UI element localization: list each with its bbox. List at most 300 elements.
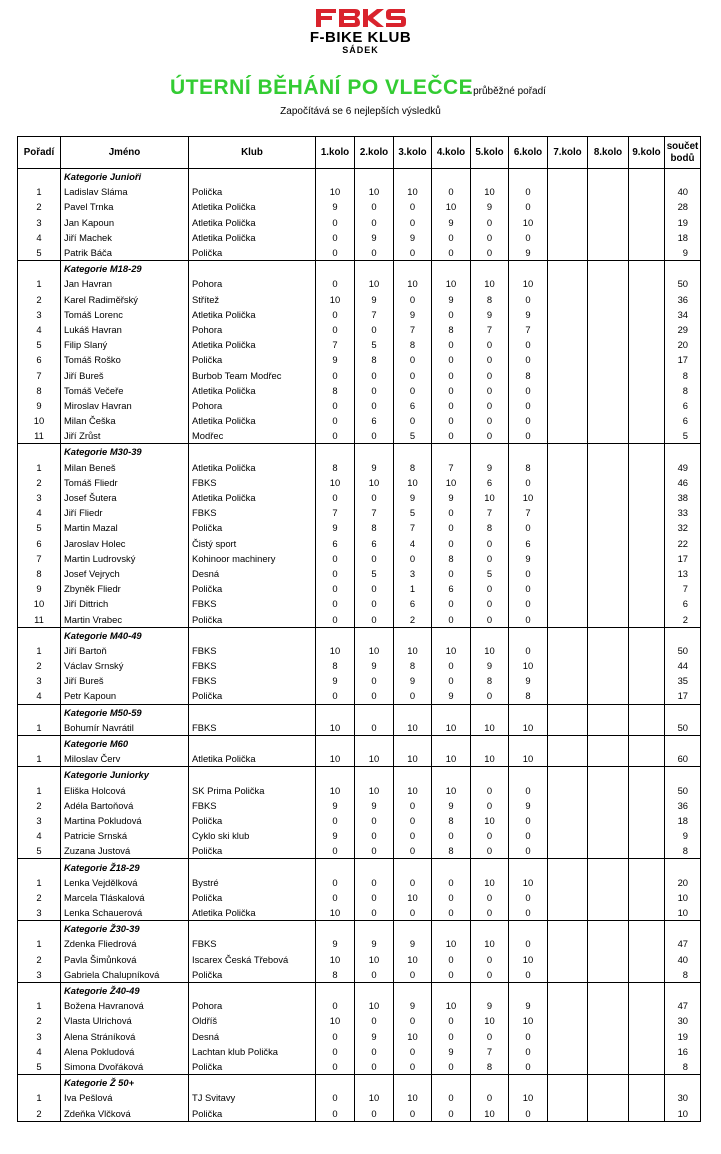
cell-kolo-5: 9 xyxy=(471,460,509,475)
cell-name: Karel Radiměřský xyxy=(61,292,189,307)
cell-total: 50 xyxy=(665,720,701,736)
category-cell xyxy=(588,921,629,937)
category-cell xyxy=(471,767,509,783)
table-row xyxy=(18,611,701,627)
cell-kolo-7 xyxy=(548,751,588,767)
cell-kolo-8 xyxy=(588,596,629,611)
cell-kolo-3: 0 xyxy=(394,1105,432,1121)
cell-kolo-7 xyxy=(548,1044,588,1059)
cell-kolo-3: 0 xyxy=(394,843,432,859)
cell-kolo-1: 7 xyxy=(316,337,355,352)
cell-rank: 4 xyxy=(18,505,61,520)
cell-kolo-7 xyxy=(548,383,588,398)
cell-kolo-9 xyxy=(629,751,665,767)
table-row xyxy=(18,184,701,199)
cell-rank: 2 xyxy=(18,475,61,490)
cell-kolo-1: 0 xyxy=(316,813,355,828)
cell-club: Oldříš xyxy=(189,1013,316,1028)
cell-kolo-2: 6 xyxy=(355,536,394,551)
cell-kolo-5: 10 xyxy=(471,875,509,890)
cell-rank: 2 xyxy=(18,1013,61,1028)
cell-kolo-5: 10 xyxy=(471,276,509,291)
category-cell xyxy=(588,444,629,460)
cell-kolo-6: 10 xyxy=(509,952,548,967)
table-row xyxy=(18,428,701,444)
cell-kolo-6: 10 xyxy=(509,490,548,505)
cell-kolo-9 xyxy=(629,230,665,245)
cell-kolo-2: 10 xyxy=(355,952,394,967)
category-cell xyxy=(355,982,394,998)
fbks-logo-mark xyxy=(315,8,407,28)
category-cell xyxy=(316,261,355,277)
cell-kolo-2: 0 xyxy=(355,398,394,413)
cell-kolo-1: 0 xyxy=(316,998,355,1013)
category-cell xyxy=(432,859,471,875)
cell-kolo-9 xyxy=(629,798,665,813)
cell-kolo-7 xyxy=(548,199,588,214)
cell-kolo-8 xyxy=(588,337,629,352)
cell-kolo-4: 0 xyxy=(432,413,471,428)
cell-kolo-5: 9 xyxy=(471,998,509,1013)
cell-kolo-9 xyxy=(629,460,665,475)
cell-kolo-2: 0 xyxy=(355,428,394,444)
cell-club: FBKS xyxy=(189,720,316,736)
table-row xyxy=(18,215,701,230)
category-cell xyxy=(548,735,588,751)
cell-kolo-1: 9 xyxy=(316,828,355,843)
cell-rank: 2 xyxy=(18,952,61,967)
cell-kolo-4: 0 xyxy=(432,875,471,890)
cell-name: Zdenka Fliedrová xyxy=(61,936,189,951)
table-row xyxy=(18,1044,701,1059)
category-cell xyxy=(18,859,61,875)
cell-kolo-8 xyxy=(588,828,629,843)
category-cell xyxy=(629,982,665,998)
cell-kolo-3: 10 xyxy=(394,751,432,767)
cell-club: FBKS xyxy=(189,596,316,611)
cell-kolo-9 xyxy=(629,551,665,566)
cell-total: 17 xyxy=(665,688,701,704)
category-cell xyxy=(355,1075,394,1091)
category-cell xyxy=(355,444,394,460)
cell-club: Atletika Polička xyxy=(189,490,316,505)
cell-kolo-6: 7 xyxy=(509,505,548,520)
cell-total: 18 xyxy=(665,230,701,245)
cell-kolo-7 xyxy=(548,998,588,1013)
category-cell xyxy=(509,921,548,937)
category-cell xyxy=(548,444,588,460)
cell-kolo-7 xyxy=(548,1090,588,1105)
cell-kolo-7 xyxy=(548,720,588,736)
cell-kolo-8 xyxy=(588,905,629,921)
cell-kolo-6: 0 xyxy=(509,967,548,983)
category-cell xyxy=(189,767,316,783)
category-cell xyxy=(629,169,665,185)
cell-kolo-8 xyxy=(588,367,629,382)
cell-kolo-4: 0 xyxy=(432,245,471,261)
cell-club: Polička xyxy=(189,184,316,199)
cell-kolo-4: 9 xyxy=(432,1044,471,1059)
cell-kolo-7 xyxy=(548,875,588,890)
cell-total: 50 xyxy=(665,276,701,291)
table-row xyxy=(18,292,701,307)
category-row xyxy=(18,859,701,875)
cell-kolo-8 xyxy=(588,643,629,658)
cell-kolo-5: 10 xyxy=(471,751,509,767)
cell-kolo-6: 0 xyxy=(509,581,548,596)
cell-total: 36 xyxy=(665,798,701,813)
cell-rank: 9 xyxy=(18,398,61,413)
cell-club: FBKS xyxy=(189,643,316,658)
cell-total: 2 xyxy=(665,611,701,627)
category-cell xyxy=(394,735,432,751)
cell-name: Božena Havranová xyxy=(61,998,189,1013)
cell-kolo-8 xyxy=(588,505,629,520)
cell-kolo-9 xyxy=(629,352,665,367)
cell-kolo-3: 10 xyxy=(394,475,432,490)
cell-kolo-9 xyxy=(629,952,665,967)
cell-kolo-1: 0 xyxy=(316,596,355,611)
cell-kolo-8 xyxy=(588,566,629,581)
cell-club: Polička xyxy=(189,581,316,596)
cell-name: Martin Ludrovský xyxy=(61,551,189,566)
category-cell xyxy=(509,169,548,185)
cell-kolo-7 xyxy=(548,798,588,813)
table-row xyxy=(18,352,701,367)
cell-kolo-1: 0 xyxy=(316,875,355,890)
category-cell xyxy=(18,1075,61,1091)
cell-name: Tomáš Lorenc xyxy=(61,307,189,322)
cell-name: Jiří Bureš xyxy=(61,673,189,688)
category-cell xyxy=(189,735,316,751)
category-cell xyxy=(316,704,355,720)
cell-kolo-1: 9 xyxy=(316,936,355,951)
cell-kolo-3: 4 xyxy=(394,536,432,551)
cell-kolo-1: 10 xyxy=(316,905,355,921)
cell-kolo-4: 0 xyxy=(432,1059,471,1075)
cell-total: 8 xyxy=(665,967,701,983)
cell-club: FBKS xyxy=(189,798,316,813)
cell-name: Tomáš Roško xyxy=(61,352,189,367)
cell-kolo-8 xyxy=(588,307,629,322)
cell-kolo-6: 0 xyxy=(509,1044,548,1059)
cell-kolo-9 xyxy=(629,292,665,307)
category-cell xyxy=(189,859,316,875)
cell-kolo-4: 0 xyxy=(432,184,471,199)
header-kolo-3: 3.kolo xyxy=(394,137,432,169)
cell-kolo-3: 0 xyxy=(394,383,432,398)
cell-rank: 3 xyxy=(18,905,61,921)
cell-kolo-8 xyxy=(588,658,629,673)
cell-kolo-5: 10 xyxy=(471,936,509,951)
cell-name: Pavla Šimůnková xyxy=(61,952,189,967)
cell-kolo-7 xyxy=(548,292,588,307)
category-cell xyxy=(316,767,355,783)
cell-name: Jiří Fliedr xyxy=(61,505,189,520)
cell-kolo-9 xyxy=(629,398,665,413)
cell-kolo-4: 0 xyxy=(432,536,471,551)
cell-club: Atletika Polička xyxy=(189,460,316,475)
header-kolo-8: 8.kolo xyxy=(588,137,629,169)
table-row xyxy=(18,245,701,261)
cell-kolo-9 xyxy=(629,1105,665,1121)
cell-kolo-2: 0 xyxy=(355,1105,394,1121)
cell-name: Martina Pokludová xyxy=(61,813,189,828)
category-cell xyxy=(471,704,509,720)
cell-rank: 10 xyxy=(18,413,61,428)
cell-kolo-5: 7 xyxy=(471,505,509,520)
category-cell xyxy=(629,704,665,720)
cell-total: 50 xyxy=(665,783,701,798)
cell-kolo-7 xyxy=(548,367,588,382)
cell-kolo-4: 0 xyxy=(432,596,471,611)
cell-total: 50 xyxy=(665,643,701,658)
category-cell xyxy=(394,767,432,783)
cell-total: 7 xyxy=(665,581,701,596)
cell-kolo-9 xyxy=(629,643,665,658)
cell-kolo-3: 6 xyxy=(394,596,432,611)
cell-total: 17 xyxy=(665,352,701,367)
cell-kolo-8 xyxy=(588,276,629,291)
cell-kolo-5: 9 xyxy=(471,199,509,214)
cell-kolo-6: 0 xyxy=(509,230,548,245)
cell-rank: 3 xyxy=(18,215,61,230)
category-name: Kategorie M18-29 xyxy=(61,261,189,277)
cell-kolo-8 xyxy=(588,783,629,798)
table-row xyxy=(18,367,701,382)
category-cell xyxy=(432,982,471,998)
cell-kolo-9 xyxy=(629,875,665,890)
category-cell xyxy=(394,704,432,720)
cell-kolo-4: 0 xyxy=(432,398,471,413)
cell-total: 8 xyxy=(665,843,701,859)
cell-name: Pavel Trnka xyxy=(61,199,189,214)
cell-kolo-4: 0 xyxy=(432,520,471,535)
cell-name: Josef Vejrych xyxy=(61,566,189,581)
category-cell xyxy=(509,1075,548,1091)
table-row xyxy=(18,199,701,214)
cell-kolo-7 xyxy=(548,184,588,199)
cell-kolo-9 xyxy=(629,843,665,859)
category-cell xyxy=(509,261,548,277)
category-cell xyxy=(588,169,629,185)
cell-kolo-3: 0 xyxy=(394,905,432,921)
cell-kolo-7 xyxy=(548,460,588,475)
cell-kolo-2: 10 xyxy=(355,475,394,490)
cell-club: Polička xyxy=(189,813,316,828)
cell-kolo-7 xyxy=(548,307,588,322)
category-row xyxy=(18,982,701,998)
cell-total: 16 xyxy=(665,1044,701,1059)
cell-kolo-3: 10 xyxy=(394,184,432,199)
cell-kolo-5: 0 xyxy=(471,596,509,611)
cell-kolo-1: 9 xyxy=(316,798,355,813)
category-row xyxy=(18,261,701,277)
cell-kolo-9 xyxy=(629,245,665,261)
cell-kolo-1: 0 xyxy=(316,307,355,322)
cell-name: Jiří Bartoň xyxy=(61,643,189,658)
cell-kolo-2: 0 xyxy=(355,551,394,566)
cell-kolo-3: 2 xyxy=(394,611,432,627)
category-cell xyxy=(355,767,394,783)
cell-kolo-3: 8 xyxy=(394,460,432,475)
category-row xyxy=(18,1075,701,1091)
cell-club: Atletika Polička xyxy=(189,383,316,398)
category-cell xyxy=(189,982,316,998)
cell-kolo-3: 10 xyxy=(394,276,432,291)
cell-name: Alena Stráníková xyxy=(61,1029,189,1044)
category-cell xyxy=(471,735,509,751)
cell-kolo-9 xyxy=(629,428,665,444)
cell-kolo-6: 9 xyxy=(509,673,548,688)
cell-name: Jan Kapoun xyxy=(61,215,189,230)
category-cell xyxy=(316,921,355,937)
cell-club: Pohora xyxy=(189,398,316,413)
cell-kolo-4: 10 xyxy=(432,475,471,490)
category-cell xyxy=(471,982,509,998)
cell-kolo-7 xyxy=(548,828,588,843)
cell-kolo-5: 8 xyxy=(471,292,509,307)
cell-name: Patricie Srnská xyxy=(61,828,189,843)
category-cell xyxy=(629,444,665,460)
cell-kolo-4: 0 xyxy=(432,658,471,673)
table-row xyxy=(18,905,701,921)
cell-kolo-9 xyxy=(629,783,665,798)
category-cell xyxy=(189,444,316,460)
category-cell xyxy=(548,169,588,185)
category-cell xyxy=(18,767,61,783)
cell-kolo-5: 0 xyxy=(471,383,509,398)
cell-kolo-4: 9 xyxy=(432,490,471,505)
cell-kolo-1: 8 xyxy=(316,460,355,475)
cell-total: 47 xyxy=(665,936,701,951)
cell-rank: 1 xyxy=(18,875,61,890)
cell-name: Petr Kapoun xyxy=(61,688,189,704)
cell-kolo-6: 10 xyxy=(509,875,548,890)
cell-kolo-9 xyxy=(629,490,665,505)
cell-kolo-8 xyxy=(588,490,629,505)
cell-name: Martin Mazal xyxy=(61,520,189,535)
cell-total: 47 xyxy=(665,998,701,1013)
cell-kolo-2: 9 xyxy=(355,230,394,245)
cell-kolo-8 xyxy=(588,184,629,199)
cell-rank: 2 xyxy=(18,199,61,214)
category-cell xyxy=(665,767,701,783)
cell-kolo-1: 0 xyxy=(316,1029,355,1044)
category-cell xyxy=(432,261,471,277)
category-row xyxy=(18,921,701,937)
cell-kolo-9 xyxy=(629,367,665,382)
cell-kolo-4: 10 xyxy=(432,276,471,291)
cell-kolo-5: 0 xyxy=(471,215,509,230)
cell-rank: 1 xyxy=(18,460,61,475)
cell-kolo-3: 10 xyxy=(394,1090,432,1105)
cell-kolo-4: 0 xyxy=(432,1090,471,1105)
cell-kolo-2: 0 xyxy=(355,322,394,337)
cell-rank: 1 xyxy=(18,936,61,951)
cell-kolo-5: 10 xyxy=(471,184,509,199)
cell-kolo-6: 0 xyxy=(509,643,548,658)
cell-kolo-1: 10 xyxy=(316,1013,355,1028)
cell-rank: 1 xyxy=(18,1090,61,1105)
cell-kolo-1: 0 xyxy=(316,1059,355,1075)
category-cell xyxy=(316,982,355,998)
table-row xyxy=(18,828,701,843)
cell-kolo-5: 8 xyxy=(471,1059,509,1075)
cell-kolo-1: 0 xyxy=(316,322,355,337)
category-cell xyxy=(665,444,701,460)
category-cell xyxy=(316,859,355,875)
cell-kolo-3: 3 xyxy=(394,566,432,581)
cell-name: Miroslav Havran xyxy=(61,398,189,413)
cell-kolo-3: 10 xyxy=(394,783,432,798)
cell-kolo-4: 10 xyxy=(432,199,471,214)
category-cell xyxy=(588,704,629,720)
cell-kolo-1: 0 xyxy=(316,890,355,905)
cell-kolo-3: 8 xyxy=(394,337,432,352)
cell-kolo-5: 0 xyxy=(471,337,509,352)
category-cell xyxy=(588,735,629,751)
table-row xyxy=(18,967,701,983)
cell-name: Josef Šutera xyxy=(61,490,189,505)
cell-rank: 7 xyxy=(18,367,61,382)
cell-rank: 11 xyxy=(18,428,61,444)
cell-club: Polička xyxy=(189,245,316,261)
cell-kolo-8 xyxy=(588,475,629,490)
cell-kolo-4: 0 xyxy=(432,566,471,581)
cell-name: Adéla Bartoňová xyxy=(61,798,189,813)
cell-kolo-2: 10 xyxy=(355,783,394,798)
cell-kolo-4: 0 xyxy=(432,367,471,382)
cell-kolo-5: 0 xyxy=(471,967,509,983)
category-cell xyxy=(355,627,394,643)
category-cell xyxy=(509,767,548,783)
cell-total: 5 xyxy=(665,428,701,444)
cell-kolo-8 xyxy=(588,215,629,230)
cell-kolo-2: 10 xyxy=(355,184,394,199)
cell-kolo-7 xyxy=(548,643,588,658)
cell-kolo-2: 0 xyxy=(355,596,394,611)
cell-kolo-2: 0 xyxy=(355,720,394,736)
cell-kolo-9 xyxy=(629,1029,665,1044)
cell-club: Polička xyxy=(189,1105,316,1121)
cell-kolo-5: 0 xyxy=(471,952,509,967)
category-cell xyxy=(432,444,471,460)
cell-name: Jaroslav Holec xyxy=(61,536,189,551)
cell-kolo-8 xyxy=(588,352,629,367)
cell-kolo-5: 0 xyxy=(471,413,509,428)
cell-total: 19 xyxy=(665,215,701,230)
header-klub: Klub xyxy=(189,137,316,169)
cell-kolo-4: 0 xyxy=(432,611,471,627)
cell-kolo-3: 0 xyxy=(394,688,432,704)
cell-kolo-4: 9 xyxy=(432,798,471,813)
cell-kolo-9 xyxy=(629,1090,665,1105)
cell-name: Lukáš Havran xyxy=(61,322,189,337)
category-cell xyxy=(355,735,394,751)
category-name: Kategorie Ž40-49 xyxy=(61,982,189,998)
category-row xyxy=(18,767,701,783)
category-cell xyxy=(471,627,509,643)
cell-kolo-9 xyxy=(629,828,665,843)
category-cell xyxy=(355,169,394,185)
cell-rank: 2 xyxy=(18,292,61,307)
logo-club-name: F-BIKE KLUB xyxy=(309,29,412,46)
cell-club: Čistý sport xyxy=(189,536,316,551)
cell-kolo-9 xyxy=(629,936,665,951)
cell-kolo-1: 0 xyxy=(316,413,355,428)
cell-kolo-1: 10 xyxy=(316,952,355,967)
